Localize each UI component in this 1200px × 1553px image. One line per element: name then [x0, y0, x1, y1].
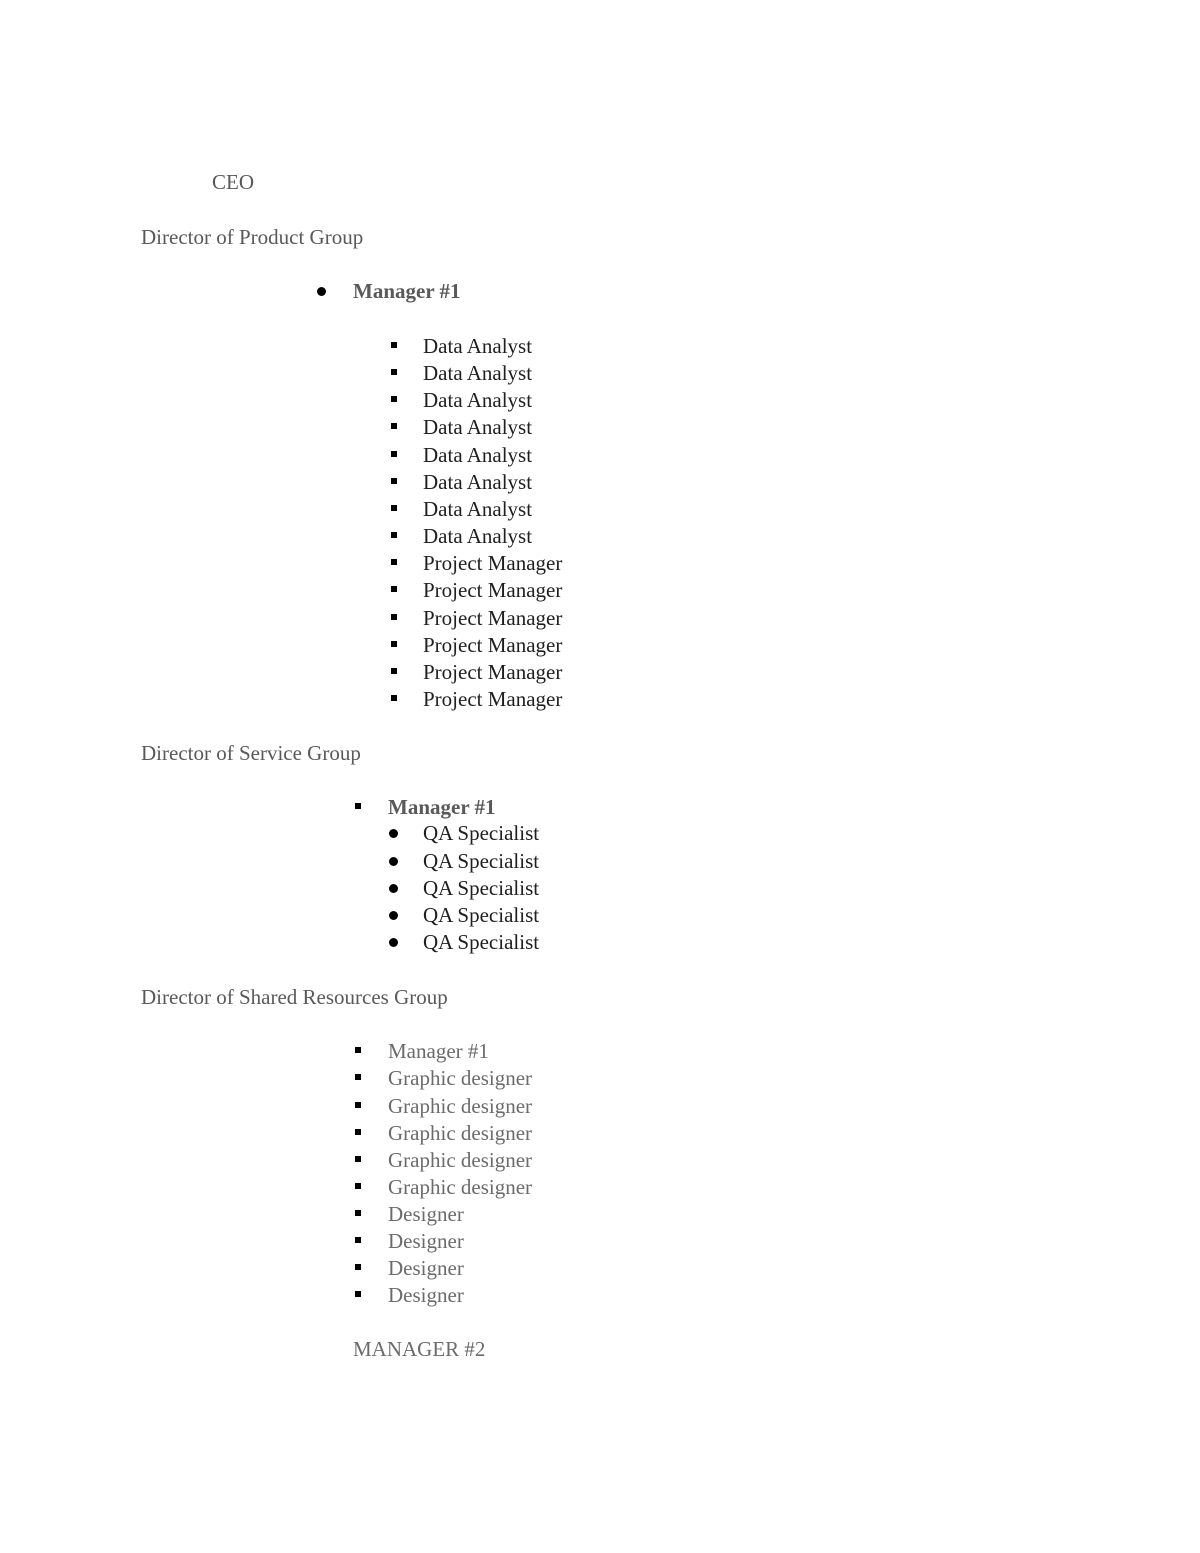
- square-bullet-icon: [355, 1210, 361, 1216]
- square-bullet-icon: [355, 1237, 361, 1243]
- round-bullet-icon: [389, 911, 398, 920]
- round-bullet-icon: [317, 287, 326, 296]
- square-bullet-icon: [391, 505, 397, 511]
- list-item: QA Specialist: [423, 821, 540, 845]
- list-item: Designer: [388, 1202, 464, 1226]
- square-bullet-icon: [355, 1183, 361, 1189]
- list-item: Data Analyst: [423, 443, 533, 467]
- list-item: Project Manager: [423, 606, 563, 630]
- round-bullet-icon: [389, 884, 398, 893]
- shared-group-manager-2: MANAGER #2: [353, 1337, 486, 1361]
- round-bullet-icon: [389, 857, 398, 866]
- list-item: Graphic designer: [388, 1066, 533, 1090]
- ceo-title: CEO: [212, 170, 254, 194]
- round-bullet-icon: [389, 938, 398, 947]
- list-item: Data Analyst: [423, 388, 533, 412]
- list-item: Graphic designer: [388, 1094, 533, 1118]
- list-item: Project Manager: [423, 633, 563, 657]
- square-bullet-icon: [391, 559, 397, 565]
- square-bullet-icon: [391, 478, 397, 484]
- product-group-manager: Manager #1: [353, 279, 461, 303]
- list-item: QA Specialist: [423, 876, 540, 900]
- square-bullet-icon: [391, 695, 397, 701]
- list-item: Project Manager: [423, 551, 563, 575]
- square-bullet-icon: [355, 1102, 361, 1108]
- square-bullet-icon: [391, 586, 397, 592]
- list-item: Data Analyst: [423, 415, 533, 439]
- service-group-heading: Director of Service Group: [141, 741, 361, 765]
- list-item: Designer: [388, 1283, 464, 1307]
- list-item: Data Analyst: [423, 470, 533, 494]
- list-item: Project Manager: [423, 687, 563, 711]
- list-item: QA Specialist: [423, 849, 540, 873]
- square-bullet-icon: [355, 1264, 361, 1270]
- list-item: QA Specialist: [423, 903, 540, 927]
- square-bullet-icon: [355, 1129, 361, 1135]
- service-group-manager: Manager #1: [388, 795, 496, 819]
- list-item: Project Manager: [423, 578, 563, 602]
- list-item: Project Manager: [423, 660, 563, 684]
- list-item: Manager #1: [388, 1039, 489, 1063]
- list-item: Graphic designer: [388, 1175, 533, 1199]
- square-bullet-icon: [391, 532, 397, 538]
- square-bullet-icon: [391, 641, 397, 647]
- list-item: Data Analyst: [423, 361, 533, 385]
- square-bullet-icon: [391, 396, 397, 402]
- square-bullet-icon: [355, 803, 361, 809]
- list-item: Designer: [388, 1229, 464, 1253]
- square-bullet-icon: [355, 1047, 361, 1053]
- square-bullet-icon: [391, 342, 397, 348]
- product-group-heading: Director of Product Group: [141, 225, 364, 249]
- list-item: Data Analyst: [423, 524, 533, 548]
- square-bullet-icon: [391, 614, 397, 620]
- square-bullet-icon: [391, 369, 397, 375]
- list-item: Graphic designer: [388, 1148, 533, 1172]
- square-bullet-icon: [391, 451, 397, 457]
- list-item: Graphic designer: [388, 1121, 533, 1145]
- square-bullet-icon: [355, 1291, 361, 1297]
- list-item: Data Analyst: [423, 334, 533, 358]
- list-item: QA Specialist: [423, 930, 540, 954]
- square-bullet-icon: [355, 1156, 361, 1162]
- square-bullet-icon: [391, 668, 397, 674]
- square-bullet-icon: [391, 423, 397, 429]
- shared-group-heading: Director of Shared Resources Group: [141, 985, 448, 1009]
- list-item: Data Analyst: [423, 497, 533, 521]
- list-item: Designer: [388, 1256, 464, 1280]
- square-bullet-icon: [355, 1074, 361, 1080]
- round-bullet-icon: [389, 829, 398, 838]
